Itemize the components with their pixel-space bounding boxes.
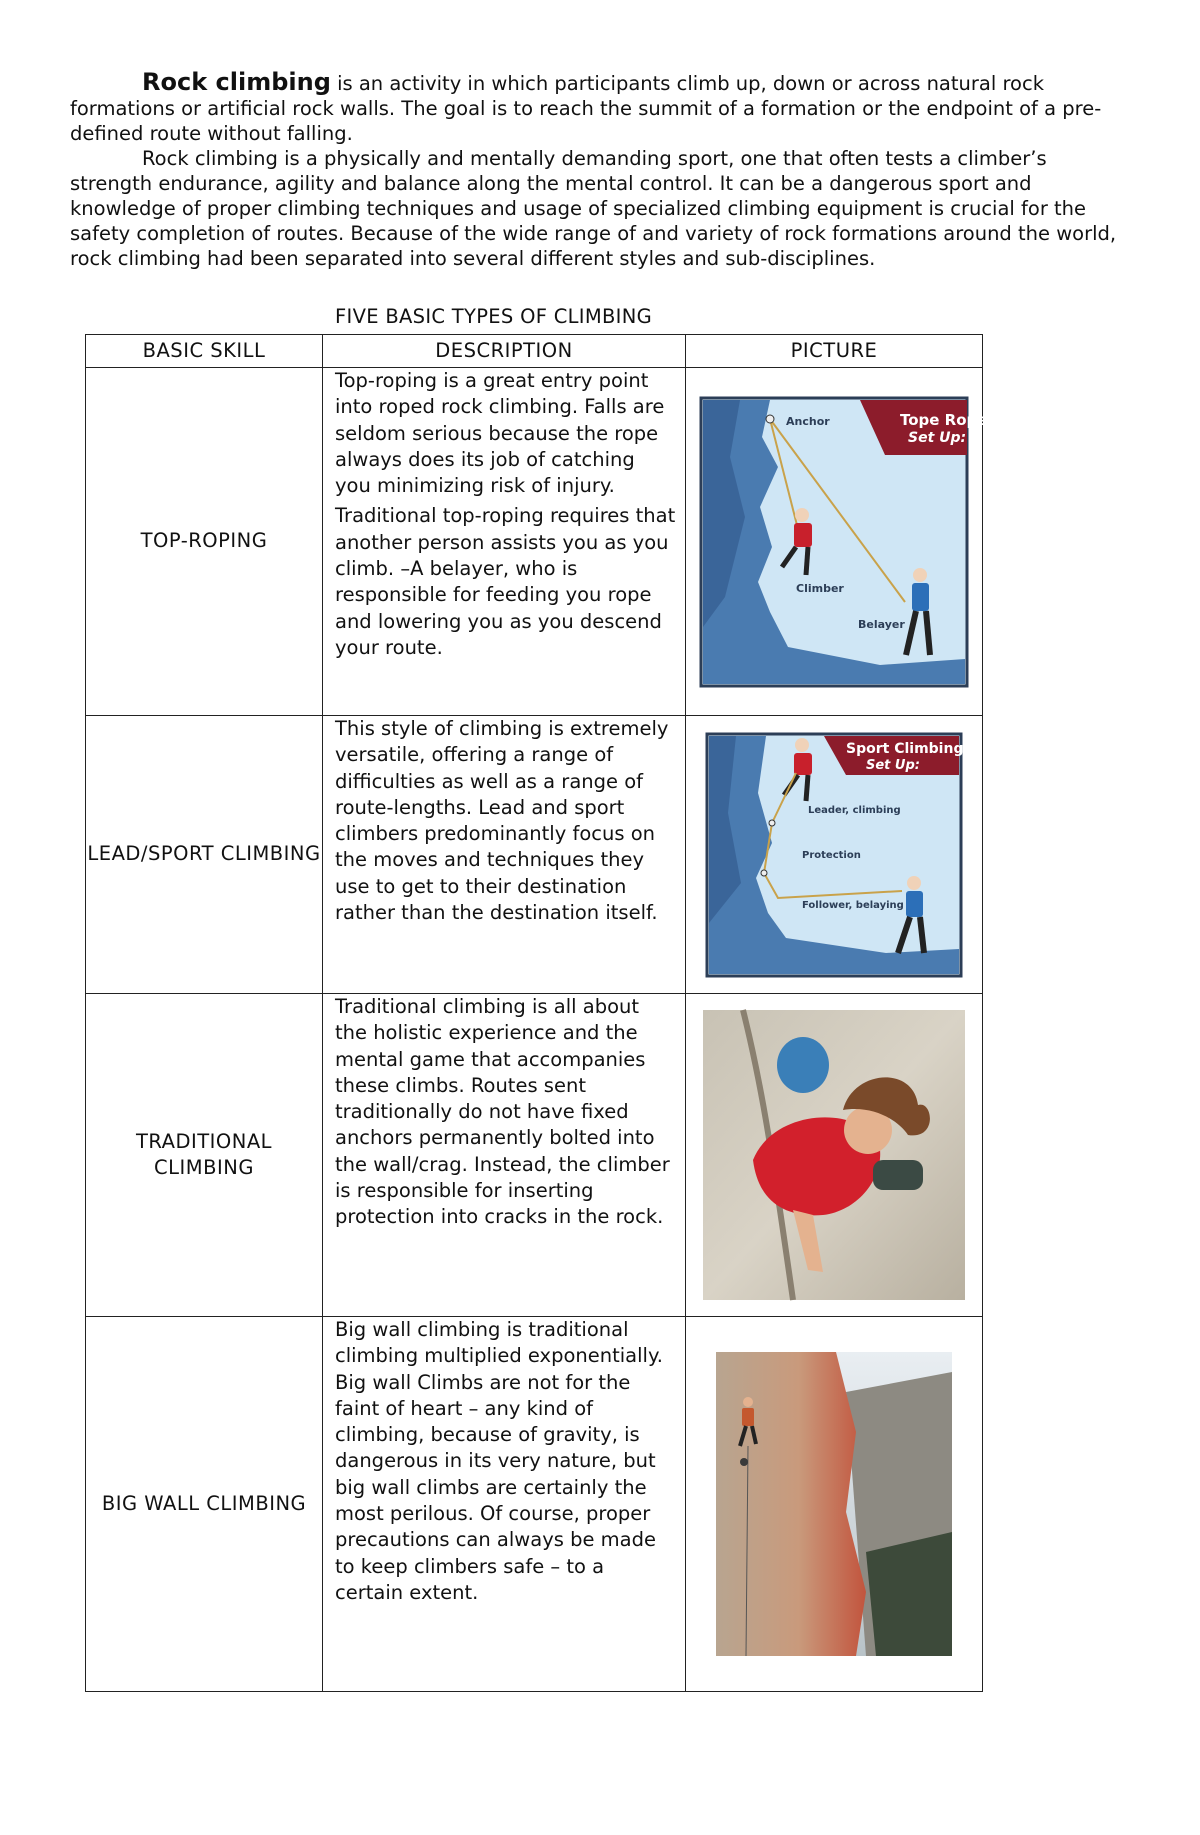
label-leader: Leader, climbing	[808, 804, 901, 816]
header-description: DESCRIPTION	[323, 335, 686, 368]
description-paragraph: Big wall climbing is traditional climbing multiplied exponentially. Big wall Climbs are not for the faint of heart – any kind of climbing, because of gravity, is dangerous in its very nature, but big wall climbs are certainly the most perilous. Of course, proper precautions can always be made to keep climbers safe – to a certain extent.	[335, 1318, 663, 1604]
sport-climbing-diagram	[706, 733, 962, 977]
header-basic-skill: BASIC SKILL	[86, 335, 323, 368]
top-rope-diagram	[700, 397, 988, 687]
picture-cell	[686, 1317, 983, 1692]
label-belayer: Belayer	[858, 617, 905, 631]
table-row	[86, 1317, 983, 1692]
anchor-point	[766, 415, 774, 423]
label-anchor: Anchor	[786, 414, 830, 428]
skill-cell: TRADITIONAL CLIMBING	[86, 994, 323, 1317]
diagram-title: Tope Rope	[900, 410, 988, 429]
protection-point	[761, 870, 767, 876]
follower-head	[907, 876, 921, 890]
skill-cell: TOP-ROPING	[86, 368, 323, 716]
table-row	[86, 994, 983, 1317]
intro-paragraph-1: Rock climbing is an activity in which participants climb up, down or across natural rock formations or artificial rock walls. The goal is to reach the summit of a formation or the endpoint of a pre-defined route without falling.	[70, 68, 1102, 145]
climber-leg	[806, 547, 808, 575]
description-paragraph: This style of climbing is extremely versatile, offering a range of difficulties as well as a range of route-lengths. Lead and sport climbers predominantly focus on the moves and techniques they use to get to their destination rather than the destination itself.	[335, 717, 669, 925]
follower-leg	[920, 917, 924, 953]
intro-text	[70, 70, 1130, 271]
description-paragraph: Traditional climbing is all about the holistic experience and the mental game that accompanies these climbs. Routes sent traditionally do not have fixed anchors permanently bolted into the wall/crag. Instead, the climber is responsible for inserting protection into cracks in the rock.	[335, 995, 670, 1229]
traditional-climbing-photo	[703, 1010, 965, 1300]
intro-paragraph-2: Rock climbing is a physically and mentally demanding sport, one that often tests a climber’s strength endurance, agility and balance along the mental control. It can be a dangerous sport and knowledge of proper climbing techniques and usage of specialized climbing equipment is crucial for the safety completion of routes. Because of the wide range of and variety of rock formations around the world, rock climbing had been separated into several different styles and sub-disciplines.	[70, 147, 1117, 270]
belayer-leg	[926, 611, 930, 655]
lead-term: Rock climbing	[142, 68, 331, 96]
leader-leg	[806, 775, 808, 801]
big-wall-climbing-photo	[716, 1352, 952, 1656]
protection-point	[769, 820, 775, 826]
diagram-title: Sport Climbing	[846, 740, 964, 757]
diagram-subtitle: Set Up:	[908, 429, 967, 446]
table-row	[86, 368, 983, 716]
climber-body	[742, 1408, 754, 1426]
belayer-head	[913, 568, 927, 582]
climber-body	[794, 523, 812, 547]
description-cell	[323, 994, 686, 1317]
leader-head	[795, 738, 809, 752]
leader-body	[794, 753, 812, 775]
label-follower: Follower, belaying	[802, 899, 904, 911]
belayer-body	[912, 583, 929, 611]
skill-cell: LEAD/SPORT CLIMBING	[86, 716, 323, 994]
climber-head	[743, 1397, 753, 1407]
follower-body	[906, 891, 923, 917]
description-paragraph: Traditional top-roping requires that another person assists you as you climb. –A belayer, who is responsible for feeding you rope and lowering you as you descend your route.	[335, 504, 676, 659]
diagram-subtitle: Set Up:	[866, 757, 920, 773]
picture-cell	[686, 994, 983, 1317]
header-picture: PICTURE	[686, 335, 983, 368]
description-cell	[323, 1317, 686, 1692]
description-cell	[323, 368, 686, 716]
description-cell	[323, 716, 686, 994]
climbing-gear	[873, 1160, 923, 1190]
label-climber: Climber	[796, 581, 844, 595]
helper-climber	[777, 1037, 829, 1093]
climber-head	[795, 508, 809, 522]
table-row	[86, 716, 983, 994]
skill-cell: BIG WALL CLIMBING	[86, 1317, 323, 1692]
picture-cell	[686, 716, 983, 994]
forest-valley	[866, 1532, 952, 1656]
climbing-types-table	[85, 334, 988, 1692]
description-paragraph: Top-roping is a great entry point into roped rock climbing. Falls are seldom serious because the rope always does its job of catching you minimizing risk of injury.	[335, 369, 665, 498]
gear-bag	[740, 1458, 748, 1466]
big-wall-face	[716, 1352, 866, 1656]
table-header-row	[86, 335, 983, 368]
picture-cell	[686, 368, 988, 716]
label-protection: Protection	[802, 849, 861, 861]
table-title: FIVE BASIC TYPES OF CLIMBING	[335, 305, 653, 328]
